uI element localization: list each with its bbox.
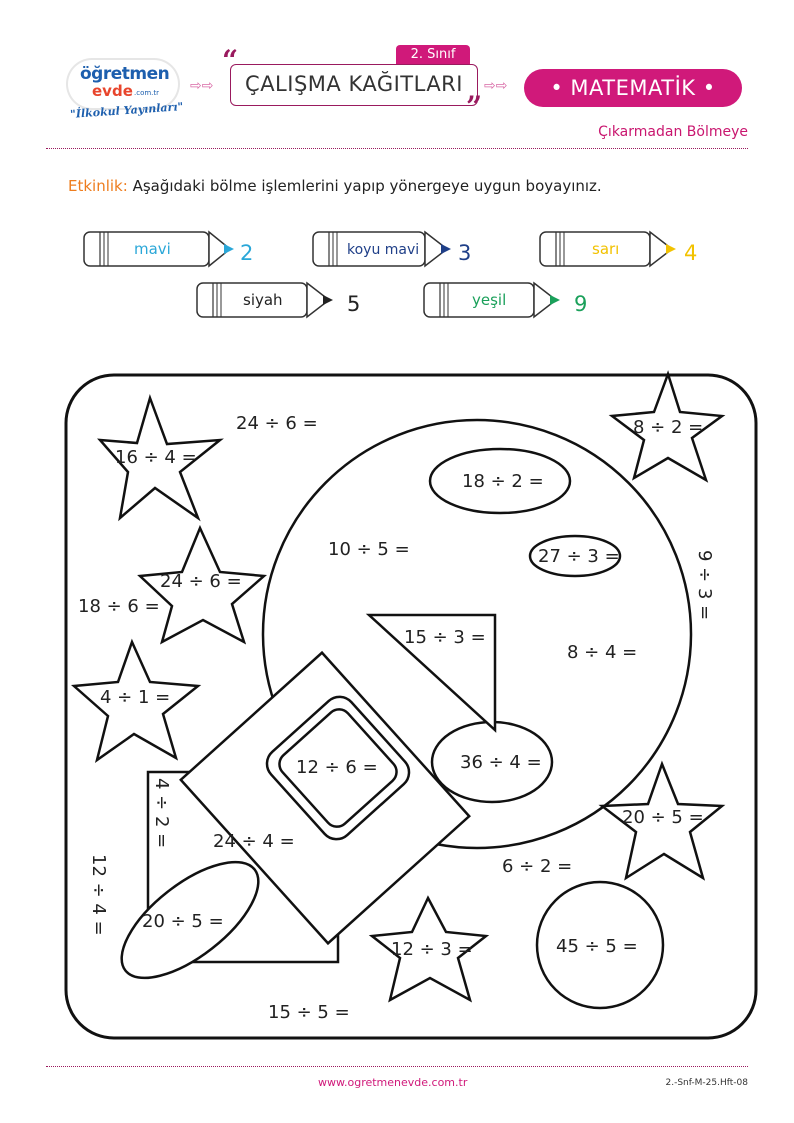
footer-url[interactable]: www.ogretmenevde.com.tr [318,1076,468,1089]
page-title: ÇALIŞMA KAĞITLARI [245,72,463,96]
problem-4-2: 4 ÷ 2 = [151,778,172,849]
problem-20-5-star: 20 ÷ 5 = [622,807,704,828]
logo-domain: .com.tr [134,89,160,97]
subject-badge: • MATEMATİK • [524,69,742,107]
logo-tagline: "İlkokul Yayınları" [69,100,184,121]
problem-9-3: 9 ÷ 3 = [694,550,715,621]
problem-27-3: 27 ÷ 3 = [538,546,620,567]
problem-6-2: 6 ÷ 2 = [502,856,573,877]
pencil-label-mavi: mavi [134,240,171,258]
problem-15-3: 15 ÷ 3 = [404,627,486,648]
problem-15-5: 15 ÷ 5 = [268,1002,350,1023]
problem-4-1: 4 ÷ 1 = [100,687,171,708]
problem-18-2: 18 ÷ 2 = [462,471,544,492]
header-arrow-icon-2: ⇨⇨ [484,78,508,94]
problem-12-6: 12 ÷ 6 = [296,757,378,778]
logo-line2: evde [92,82,133,100]
logo-line1: öğretmen [80,64,170,84]
problem-24-6-top: 24 ÷ 6 = [236,413,318,434]
close-quote-icon: ” [466,90,483,123]
pencil-number-4: 4 [684,241,698,265]
problem-24-4: 24 ÷ 4 = [213,831,295,852]
grade-tag: 2. Sınıf [396,45,470,65]
pencil-label-koyu-mavi: koyu mavi [347,242,420,258]
page-subtitle: Çıkarmadan Bölmeye [598,124,748,140]
color-key [0,0,794,340]
header-arrow-icon: ⇨⇨ [190,78,214,94]
problem-12-3: 12 ÷ 3 = [391,939,473,960]
problem-18-6: 18 ÷ 6 = [78,596,160,617]
problem-8-4: 8 ÷ 4 = [567,642,638,663]
instruction-label: Etkinlik: [68,177,128,195]
problem-45-5: 45 ÷ 5 = [556,936,638,957]
problem-10-5: 10 ÷ 5 = [328,539,410,560]
pencil-label-siyah: siyah [243,291,283,309]
pencil-sari [540,232,697,266]
coloring-picture [0,360,794,1050]
pencil-number-5: 5 [347,292,361,316]
pencil-yesil [424,283,587,317]
pencil-label-sari: sarı [592,240,620,258]
pencil-koyu-mavi [313,232,471,266]
pencil-label-yesil: yeşil [472,291,507,309]
problem-20-5-oval: 20 ÷ 5 = [142,911,224,932]
pencil-tip-mavi [224,244,234,254]
footer-code: 2.-Snf-M-25.Hft-08 [665,1078,748,1088]
footer-divider [46,1066,748,1067]
instruction-text: Aşağıdaki bölme işlemlerini yapıp yönergeye uygun boyayınız. [127,177,602,195]
pencil-mavi [84,232,253,266]
problem-8-2: 8 ÷ 2 = [633,417,704,438]
problem-12-4: 12 ÷ 4 = [88,854,109,936]
problem-16-4: 16 ÷ 4 = [115,447,197,468]
pencil-number-3: 3 [458,241,472,265]
open-quote-icon: “ [222,44,239,77]
problem-24-6-star: 24 ÷ 6 = [160,571,242,592]
problem-36-4: 36 ÷ 4 = [460,752,542,773]
pencil-siyah [197,283,360,317]
pencil-number-9: 9 [574,292,588,316]
pencil-number-2: 2 [240,241,254,265]
